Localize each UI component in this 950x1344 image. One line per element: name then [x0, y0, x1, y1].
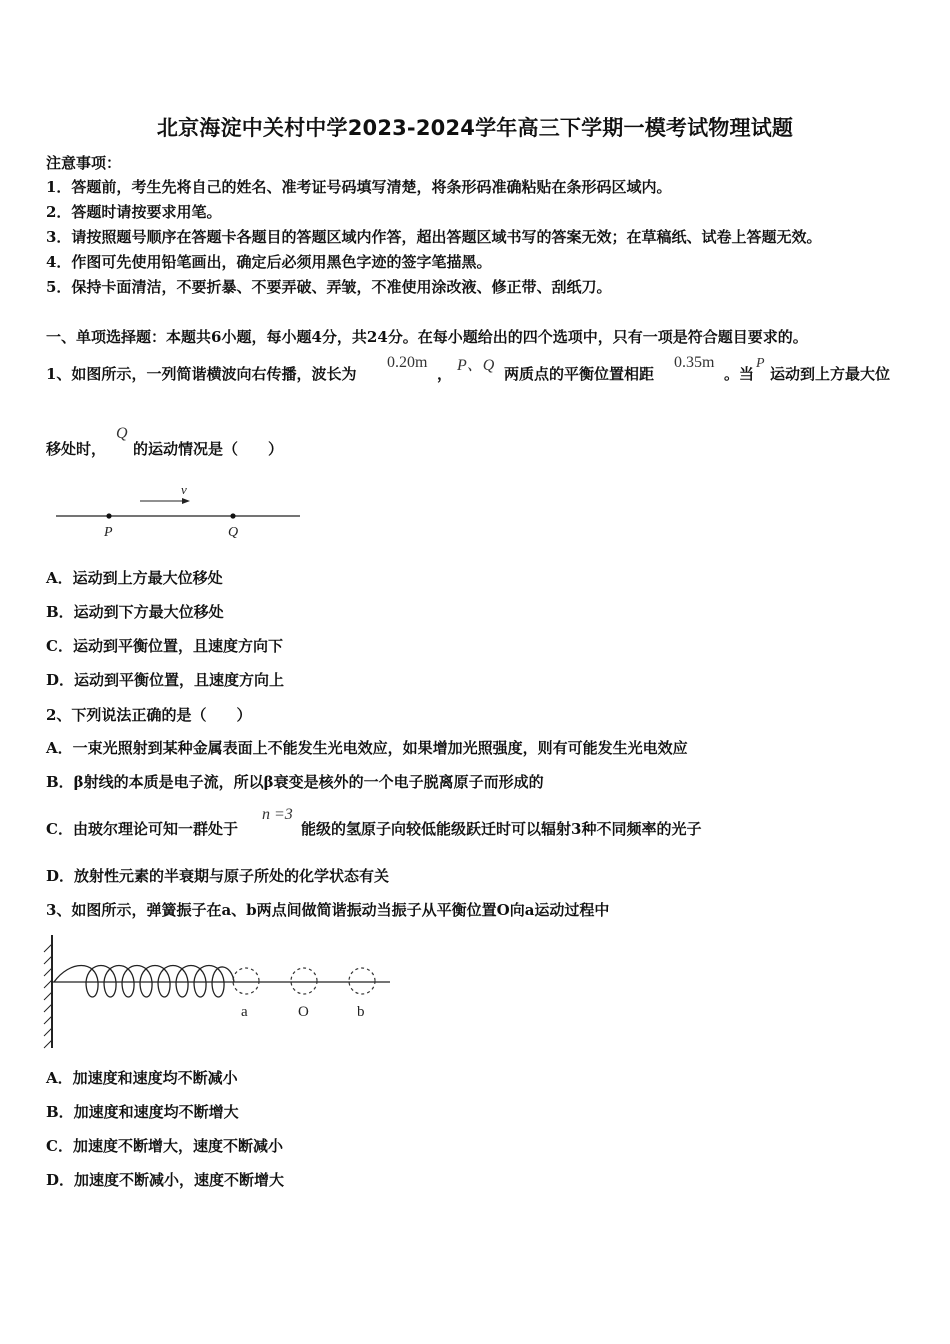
velocity-label: v — [181, 482, 187, 497]
ball-position-a — [233, 968, 259, 994]
notice-item-2: 2．答题时请按要求用笔。 — [46, 203, 222, 221]
label-o: O — [298, 1004, 309, 1020]
q3-option-a: A．加速度和速度均不断减小 — [46, 1069, 238, 1087]
q1-point-p: P — [756, 356, 765, 371]
q1-points: P、Q — [457, 357, 495, 374]
notice-item-4: 4．作图可先使用铅笔画出，确定后必须用黑色字迹的签字笔描黑。 — [46, 253, 492, 271]
q2-option-c-post: 能级的氢原子向较低能级跃迁时可以辐射3种不同频率的光子 — [301, 820, 702, 838]
notice-item-3: 3．请按照题号顺序在答题卡各题目的答题区域内作答，超出答题区域书写的答案无效；在草稿纸、试卷上答题无效。 — [46, 228, 822, 246]
point-q-dot — [230, 513, 235, 518]
q1-option-c: C．运动到平衡位置，且速度方向下 — [46, 637, 283, 655]
q1-wavelength: 0.20m — [387, 354, 428, 371]
q2-option-a: A．一束光照射到某种金属表面上不能发生光电效应，如果增加光照强度，则有可能发生光电效应 — [46, 739, 688, 757]
velocity-arrow-head — [182, 498, 190, 504]
q1-option-b: B．运动到下方最大位移处 — [46, 603, 224, 621]
q3-option-d: D．加速度不断减小，速度不断增大 — [46, 1171, 285, 1189]
q1-comma: ， — [437, 365, 453, 383]
q1-text-part4: 运动到上方最大位 — [770, 365, 891, 383]
ball-position-b — [349, 968, 375, 994]
point-p-dot — [106, 513, 111, 518]
q3-stem: 3、如图所示，弹簧振子在a、b两点间做简谐振动当振子从平衡位置O向a运动过程中 — [46, 901, 610, 919]
q1-wave-figure — [50, 478, 310, 548]
q1-option-d: D．运动到平衡位置，且速度方向上 — [46, 671, 285, 689]
label-b: b — [357, 1004, 365, 1020]
notice-item-1: 1．答题前，考生先将自己的姓名、准考证号码填写清楚，将条形码准确粘贴在条形码区域内。 — [46, 178, 672, 196]
q1-point-q: Q — [116, 425, 128, 442]
q1-option-a: A．运动到上方最大位移处 — [46, 569, 223, 587]
q2-option-c-math: n =3 — [262, 806, 293, 823]
notice-item-5: 5．保持卡面清洁，不要折暴、不要弄破、弄皱，不准使用涂改液、修正带、刮纸刀。 — [46, 278, 612, 296]
q1-distance: 0.35m — [674, 354, 715, 371]
wall-hatching — [44, 944, 52, 1048]
q1-text-part3: 。当 — [724, 365, 755, 383]
q3-option-b: B．加速度和速度均不断增大 — [46, 1103, 239, 1121]
point-q-label: Q — [228, 525, 239, 540]
q1-text-part1: 1、如图所示，一列简谐横波向右传播，波长为 — [46, 365, 357, 383]
q3-spring-figure — [40, 930, 400, 1055]
q1-text-line2a: 移处时， — [46, 440, 107, 458]
spring — [54, 966, 234, 998]
q1-text-part2: 两质点的平衡位置相距 — [504, 365, 655, 383]
section-heading: 一、单项选择题：本题共6小题，每小题4分，共24分。在每小题给出的四个选项中，只有一项是符合题目要求的。 — [46, 328, 808, 346]
label-a: a — [241, 1004, 248, 1020]
q1-text-line2b: 的运动情况是（ ） — [133, 440, 284, 458]
page-title: 北京海淀中关村中学2023-2024学年高三下学期一模考试物理试题 — [156, 116, 794, 140]
q3-option-c: C．加速度不断增大，速度不断减小 — [46, 1137, 283, 1155]
q2-stem: 2、下列说法正确的是（ ） — [46, 706, 252, 724]
ball-position-o — [291, 968, 317, 994]
q2-option-d: D．放射性元素的半衰期与原子所处的化学状态有关 — [46, 867, 390, 885]
notice-heading: 注意事项： — [46, 154, 122, 172]
q2-option-c-pre: C．由玻尔理论可知一群处于 — [46, 820, 238, 838]
q2-option-b: B．β射线的本质是电子流，所以β衰变是核外的一个电子脱离原子而形成的 — [46, 773, 544, 791]
point-p-label: P — [104, 525, 113, 540]
